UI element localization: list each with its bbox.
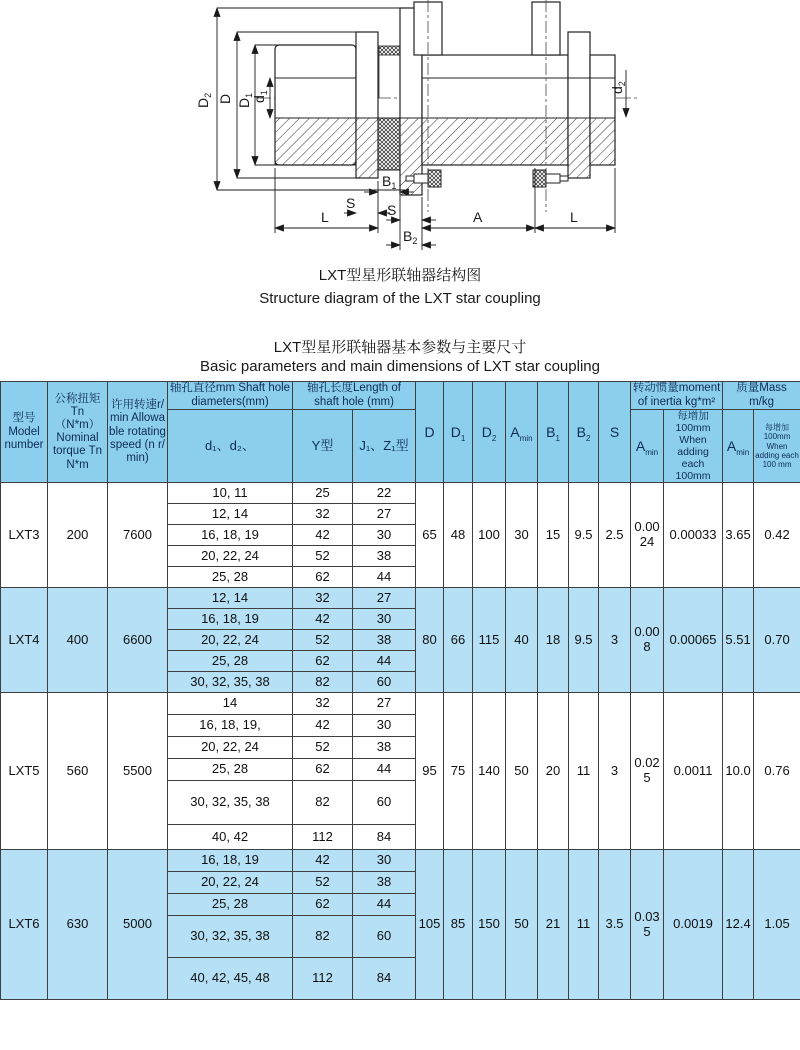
cell-bore-d: 20, 22, 24 — [168, 737, 293, 759]
coupling-cross-section-drawing — [160, 0, 650, 252]
structure-diagram — [160, 0, 650, 252]
cell-length-y: 42 — [293, 715, 353, 737]
cell-length-y: 42 — [293, 525, 353, 546]
cell-mass-Amin-LXT5: 10.0 — [723, 693, 754, 850]
cell-bore-d: 30, 32, 35, 38 — [168, 916, 293, 958]
dim-label-A: A — [473, 209, 483, 225]
table-row — [1, 483, 800, 504]
figure-caption-zh: LXT型星形联轴器结构图 — [318, 267, 482, 284]
left-hub-section-hatch — [275, 118, 356, 165]
cell-length-y: 62 — [293, 651, 353, 672]
cell-D2-LXT5: 140 — [473, 693, 506, 850]
dim-label-d2: $d_2$ — [609, 81, 627, 94]
cell-B1-LXT4: 18 — [538, 588, 569, 693]
cell-B1-LXT3: 15 — [538, 483, 569, 588]
header-length-group: 轴孔长度Length of shaft hole (mm) — [293, 382, 416, 410]
cell-bore-d: 20, 22, 24 — [168, 872, 293, 894]
cell-inertia-Amin-LXT5: 0.025 — [631, 693, 664, 850]
cell-length-y: 42 — [293, 850, 353, 872]
header-dim-D1: $D_1$ — [444, 382, 473, 483]
cell-mass-per100-LXT4: 0.70 — [754, 588, 800, 693]
cell-length-jz: 30 — [353, 850, 416, 872]
header-jz-type: J₁、Z₁型 — [353, 410, 416, 483]
header-dim-D: D — [416, 382, 444, 483]
cell-S-LXT5: 3 — [599, 693, 631, 850]
cell-bore-d: 40, 42, 45, 48 — [168, 958, 293, 1000]
cell-bore-d: 12, 14 — [168, 504, 293, 525]
bolt-right — [533, 170, 568, 187]
cell-S-LXT6: 3.5 — [599, 850, 631, 1000]
header-model: 型号 Model number — [1, 382, 48, 483]
cell-D-LXT5: 95 — [416, 693, 444, 850]
cell-length-jz: 27 — [353, 693, 416, 715]
cell-B2-LXT4: 9.5 — [569, 588, 599, 693]
cell-B2-LXT3: 9.5 — [569, 483, 599, 588]
cell-inertia-Amin-LXT3: 0.0024 — [631, 483, 664, 588]
cell-length-y: 32 — [293, 588, 353, 609]
cell-D1-LXT3: 48 — [444, 483, 473, 588]
cell-length-jz: 44 — [353, 651, 416, 672]
cell-length-y: 42 — [293, 609, 353, 630]
header-mass-group: 质量Mass m/kg — [723, 382, 800, 410]
table-row — [1, 588, 800, 609]
cell-length-jz: 38 — [353, 630, 416, 651]
dim-label-B2: $B_2$ — [403, 228, 418, 246]
cell-mass-per100-LXT5: 0.76 — [754, 693, 800, 850]
table-body — [1, 483, 800, 1000]
dim-label-S-left: S — [346, 195, 356, 211]
cell-D1-LXT4: 66 — [444, 588, 473, 693]
cell-model-LXT4: LXT4 — [1, 588, 48, 693]
cell-length-y: 32 — [293, 693, 353, 715]
header-y-type: Y型 — [293, 410, 353, 483]
cell-Amin-LXT6: 50 — [506, 850, 538, 1000]
cell-length-y: 62 — [293, 894, 353, 916]
cell-Amin-LXT5: 50 — [506, 693, 538, 850]
cell-length-jz: 44 — [353, 567, 416, 588]
cell-bore-d: 12, 14 — [168, 588, 293, 609]
table-row — [1, 850, 800, 872]
cell-B2-LXT5: 11 — [569, 693, 599, 850]
cell-speed-LXT5: 5500 — [108, 693, 168, 850]
dim-label-L-right: L — [570, 209, 578, 225]
header-dim-B1: $B_1$ — [538, 382, 569, 483]
cell-S-LXT3: 2.5 — [599, 483, 631, 588]
cell-torque-LXT6: 630 — [48, 850, 108, 1000]
header-speed: 许用转速r/min Allowable rotating speed (n r/min) — [108, 382, 168, 483]
cell-length-y: 52 — [293, 872, 353, 894]
cell-length-jz: 27 — [353, 504, 416, 525]
cell-bore-d: 16, 18, 19, — [168, 715, 293, 737]
dim-label-D1: $D_1$ — [236, 92, 254, 108]
cell-speed-LXT4: 6600 — [108, 588, 168, 693]
cell-D2-LXT3: 100 — [473, 483, 506, 588]
cell-length-y: 112 — [293, 825, 353, 850]
cell-D-LXT6: 105 — [416, 850, 444, 1000]
cell-speed-LXT6: 5000 — [108, 850, 168, 1000]
cell-length-jz: 44 — [353, 759, 416, 781]
cell-torque-LXT4: 400 — [48, 588, 108, 693]
cell-length-jz: 84 — [353, 958, 416, 1000]
cell-length-jz: 84 — [353, 825, 416, 850]
dim-label-d1: $d_1$ — [251, 90, 269, 103]
cell-D1-LXT6: 85 — [444, 850, 473, 1000]
cell-inertia-Amin-LXT6: 0.035 — [631, 850, 664, 1000]
header-inertia-amin: $A_{min}$ — [631, 410, 664, 483]
cell-B2-LXT6: 11 — [569, 850, 599, 1000]
table-title-zh: LXT型星形联轴器基本参数与主要尺寸 — [273, 339, 527, 356]
cell-B1-LXT5: 20 — [538, 693, 569, 850]
table-title-en: Basic parameters and main dimensions of LXT star coupling — [200, 358, 600, 375]
cell-length-y: 25 — [293, 483, 353, 504]
cell-length-jz: 27 — [353, 588, 416, 609]
cell-length-y: 52 — [293, 546, 353, 567]
dim-label-B1: $B_1$ — [382, 173, 397, 191]
cell-length-jz: 30 — [353, 715, 416, 737]
cell-mass-Amin-LXT3: 3.65 — [723, 483, 754, 588]
header-inertia-group: 转动惯量moment of inertia kg*m² — [631, 382, 723, 410]
header-dim-B2: $B_2$ — [569, 382, 599, 483]
cell-bore-d: 25, 28 — [168, 759, 293, 781]
cell-length-jz: 30 — [353, 525, 416, 546]
cell-bore-d: 20, 22, 24 — [168, 630, 293, 651]
cell-Amin-LXT4: 40 — [506, 588, 538, 693]
cell-D-LXT4: 80 — [416, 588, 444, 693]
cell-bore-d: 30, 32, 35, 38 — [168, 781, 293, 825]
cell-torque-LXT5: 560 — [48, 693, 108, 850]
dim-label-D2: $D_2$ — [195, 92, 213, 108]
cell-length-jz: 60 — [353, 672, 416, 693]
spider-top-section — [379, 46, 400, 55]
cell-inertia-Amin-LXT4: 0.008 — [631, 588, 664, 693]
cell-torque-LXT3: 200 — [48, 483, 108, 588]
cell-bore-d: 16, 18, 19 — [168, 525, 293, 546]
header-mass-per100: 每增加100mm When adding each 100 mm — [754, 410, 800, 483]
cell-D2-LXT6: 150 — [473, 850, 506, 1000]
cell-bore-d: 14 — [168, 693, 293, 715]
cell-bore-d: 20, 22, 24 — [168, 546, 293, 567]
cell-bore-d: 10, 11 — [168, 483, 293, 504]
header-bore-group: 轴孔直径mm Shaft hole diameters(mm) — [168, 382, 293, 410]
cell-length-jz: 60 — [353, 916, 416, 958]
parameters-table — [0, 381, 800, 1000]
dim-label-D: D — [217, 93, 233, 104]
cell-length-y: 82 — [293, 672, 353, 693]
cell-length-y: 52 — [293, 630, 353, 651]
cell-length-y: 62 — [293, 567, 353, 588]
header-torque: 公称扭矩 Tn（N*m） Nominal torque Tn N*m — [48, 382, 108, 483]
header-dim-S: S — [599, 382, 631, 483]
cell-length-jz: 30 — [353, 609, 416, 630]
cell-model-LXT5: LXT5 — [1, 693, 48, 850]
cell-mass-Amin-LXT6: 12.4 — [723, 850, 754, 1000]
dim-label-L-left: L — [321, 209, 329, 225]
cell-bore-d: 25, 28 — [168, 894, 293, 916]
cell-D2-LXT4: 115 — [473, 588, 506, 693]
cell-length-y: 112 — [293, 958, 353, 1000]
cell-inertia-per100-LXT5: 0.0011 — [664, 693, 723, 850]
cell-D-LXT3: 65 — [416, 483, 444, 588]
dim-label-S-mid: S — [387, 202, 397, 218]
cell-bore-d: 16, 18, 19 — [168, 850, 293, 872]
cell-length-y: 52 — [293, 737, 353, 759]
cell-bore-d: 40, 42 — [168, 825, 293, 850]
cell-bore-d: 30, 32, 35, 38 — [168, 672, 293, 693]
cell-length-jz: 60 — [353, 781, 416, 825]
cell-bore-d: 25, 28 — [168, 567, 293, 588]
cell-mass-per100-LXT3: 0.42 — [754, 483, 800, 588]
header-dim-D2: $D_2$ — [473, 382, 506, 483]
cell-bore-d: 25, 28 — [168, 651, 293, 672]
table-row — [1, 693, 800, 715]
cell-length-y: 62 — [293, 759, 353, 781]
cell-model-LXT6: LXT6 — [1, 850, 48, 1000]
cell-inertia-per100-LXT3: 0.00033 — [664, 483, 723, 588]
header-dim-Amin: $A_{min}$ — [506, 382, 538, 483]
cell-D1-LXT5: 75 — [444, 693, 473, 850]
cell-model-LXT3: LXT3 — [1, 483, 48, 588]
cell-length-y: 82 — [293, 916, 353, 958]
cell-inertia-per100-LXT4: 0.00065 — [664, 588, 723, 693]
header-inertia-per100: 每增加100mm When adding each 100mm — [664, 410, 723, 483]
spider-element-section — [378, 118, 400, 170]
cell-B1-LXT6: 21 — [538, 850, 569, 1000]
header-bore-sub: d₁、d₂、 — [168, 410, 293, 483]
cell-length-y: 32 — [293, 504, 353, 525]
header-mass-amin: $A_{min}$ — [723, 410, 754, 483]
cell-mass-per100-LXT6: 1.05 — [754, 850, 800, 1000]
cell-Amin-LXT3: 30 — [506, 483, 538, 588]
cell-mass-Amin-LXT4: 5.51 — [723, 588, 754, 693]
cell-S-LXT4: 3 — [599, 588, 631, 693]
cell-length-jz: 38 — [353, 737, 416, 759]
cell-speed-LXT3: 7600 — [108, 483, 168, 588]
cell-length-jz: 38 — [353, 546, 416, 567]
cell-length-jz: 44 — [353, 894, 416, 916]
cell-length-jz: 38 — [353, 872, 416, 894]
cell-inertia-per100-LXT6: 0.0019 — [664, 850, 723, 1000]
figure-caption-en: Structure diagram of the LXT star coupling — [259, 290, 541, 307]
cell-bore-d: 16, 18, 19 — [168, 609, 293, 630]
cell-length-y: 82 — [293, 781, 353, 825]
cell-length-jz: 22 — [353, 483, 416, 504]
